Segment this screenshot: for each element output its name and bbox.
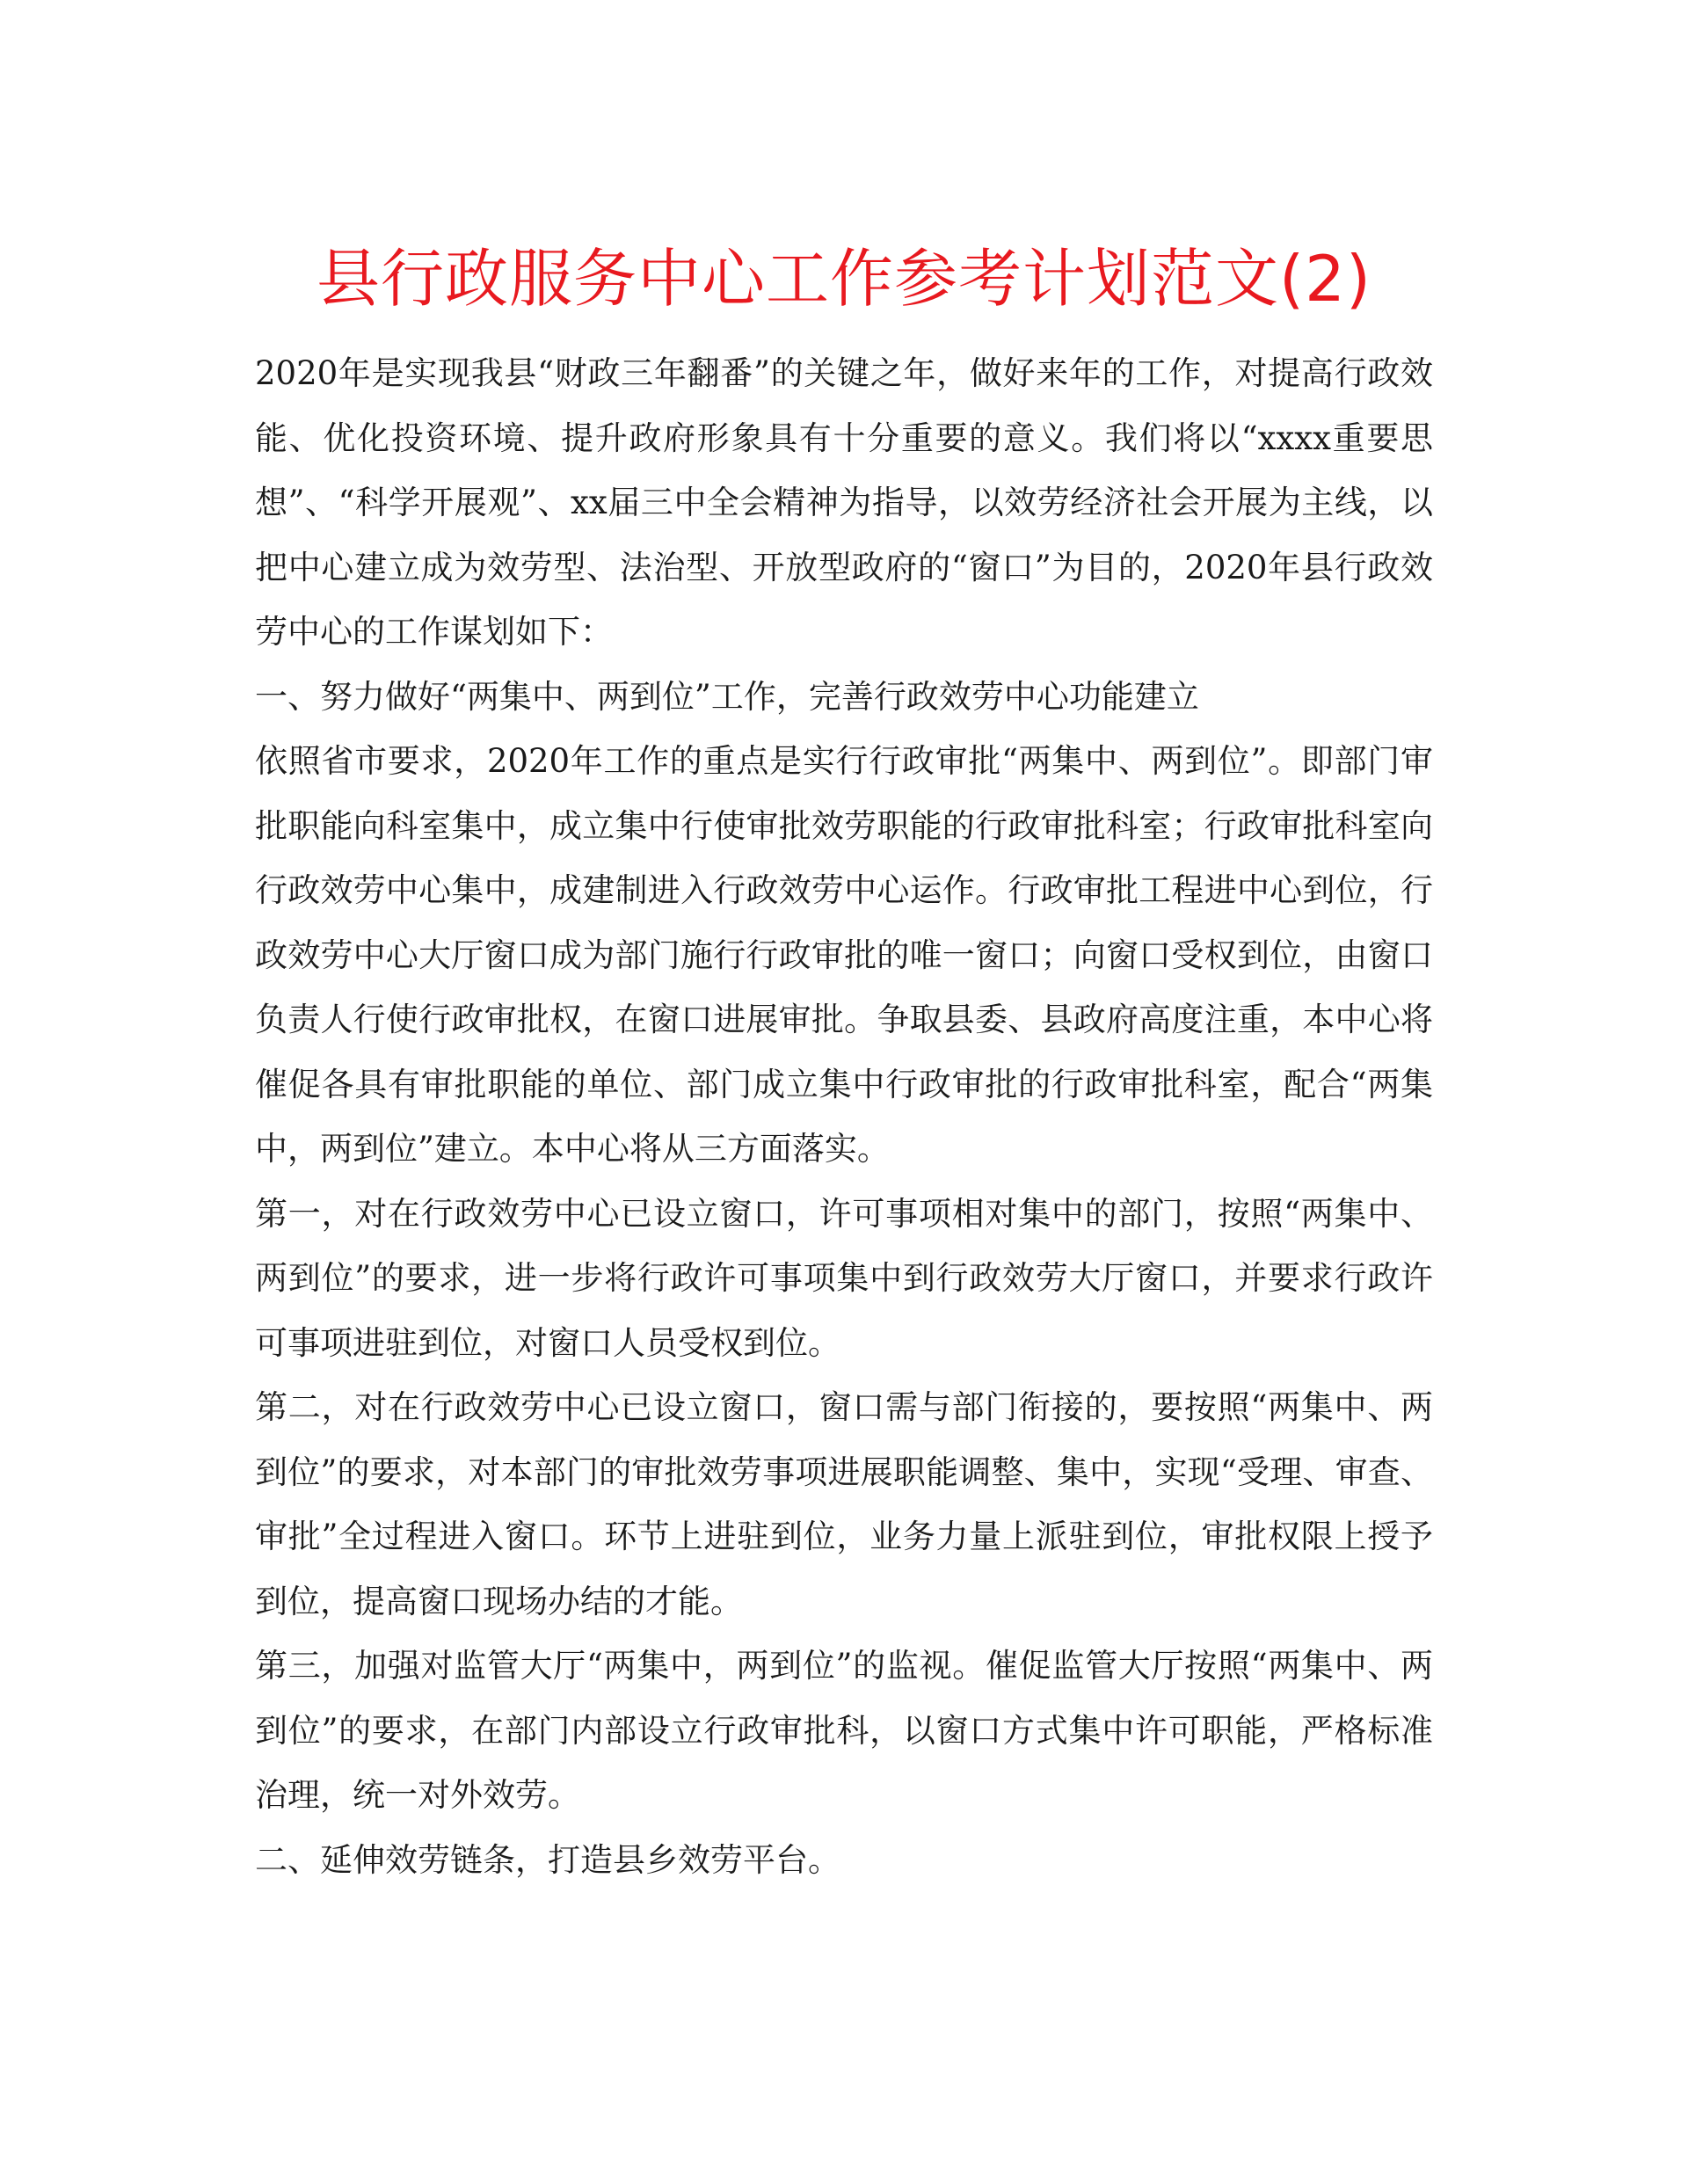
document-title: 县行政服务中心工作参考计划范文(2) (316, 242, 1372, 316)
document-body (255, 341, 1433, 1892)
paragraph-first-point: 第一，对在行政效劳中心已设立窗口，许可事项相对集中的部门，按照“两集中、两到位”的要求，进一步将行政许可事项集中到行政效劳大厅窗口，并要求行政许可事项进驻到位，对窗口人员受权到位。 (255, 1194, 1433, 1362)
paragraph-intro: 2020年是实现我县“财政三年翻番”的关键之年，做好来年的工作，对提高行政效能、优化投资环境、提升政府形象具有十分重要的意义。我们将以“xxxx重要思想”、“科学开展观”、xx届三中全会精神为指导，以效劳经济社会开展为主线，以把中心建立成为效劳型、法治型、开放型政府的“窗口”为目的，2020年县行政效劳中心的工作谋划如下： (255, 354, 1433, 651)
heading-section-one: 一、努力做好“两集中、两到位”工作，完善行政效劳中心功能建立 (255, 677, 1199, 716)
heading-section-two: 二、延伸效劳链条，打造县乡效劳平台。 (255, 1840, 840, 1879)
paragraph-third-point: 第三，加强对监管大厅“两集中，两到位”的监视。催促监管大厅按照“两集中、两到位”的要求，在部门内部设立行政审批科，以窗口方式集中许可职能，严格标准治理，统一对外效劳。 (255, 1647, 1433, 1814)
paragraph-second-point: 第二，对在行政效劳中心已设立窗口，窗口需与部门衔接的，要按照“两集中、两到位”的要求，对本部门的审批效劳事项进展职能调整、集中，实现“受理、审查、审批”全过程进入窗口。环节上进驻到位，业务力量上派驻到位，审批权限上授予到位，提高窗口现场办结的才能。 (255, 1388, 1433, 1620)
paragraph-section-one: 依照省市要求，2020年工作的重点是实行行政审批“两集中、两到位”。即部门审批职能向科室集中，成立集中行使审批效劳职能的行政审批科室；行政审批科室向行政效劳中心集中，成建制进入行政效劳中心运作。行政审批工程进中心到位，行政效劳中心大厅窗口成为部门施行行政审批的唯一窗口；向窗口受权到位，由窗口负责人行使行政审批权，在窗口进展审批。争取县委、县政府高度注重，本中心将催促各具有审批职能的单位、部门成立集中行政审批的行政审批科室，配合“两集中，两到位”建立。本中心将从三方面落实。 (255, 742, 1433, 1168)
